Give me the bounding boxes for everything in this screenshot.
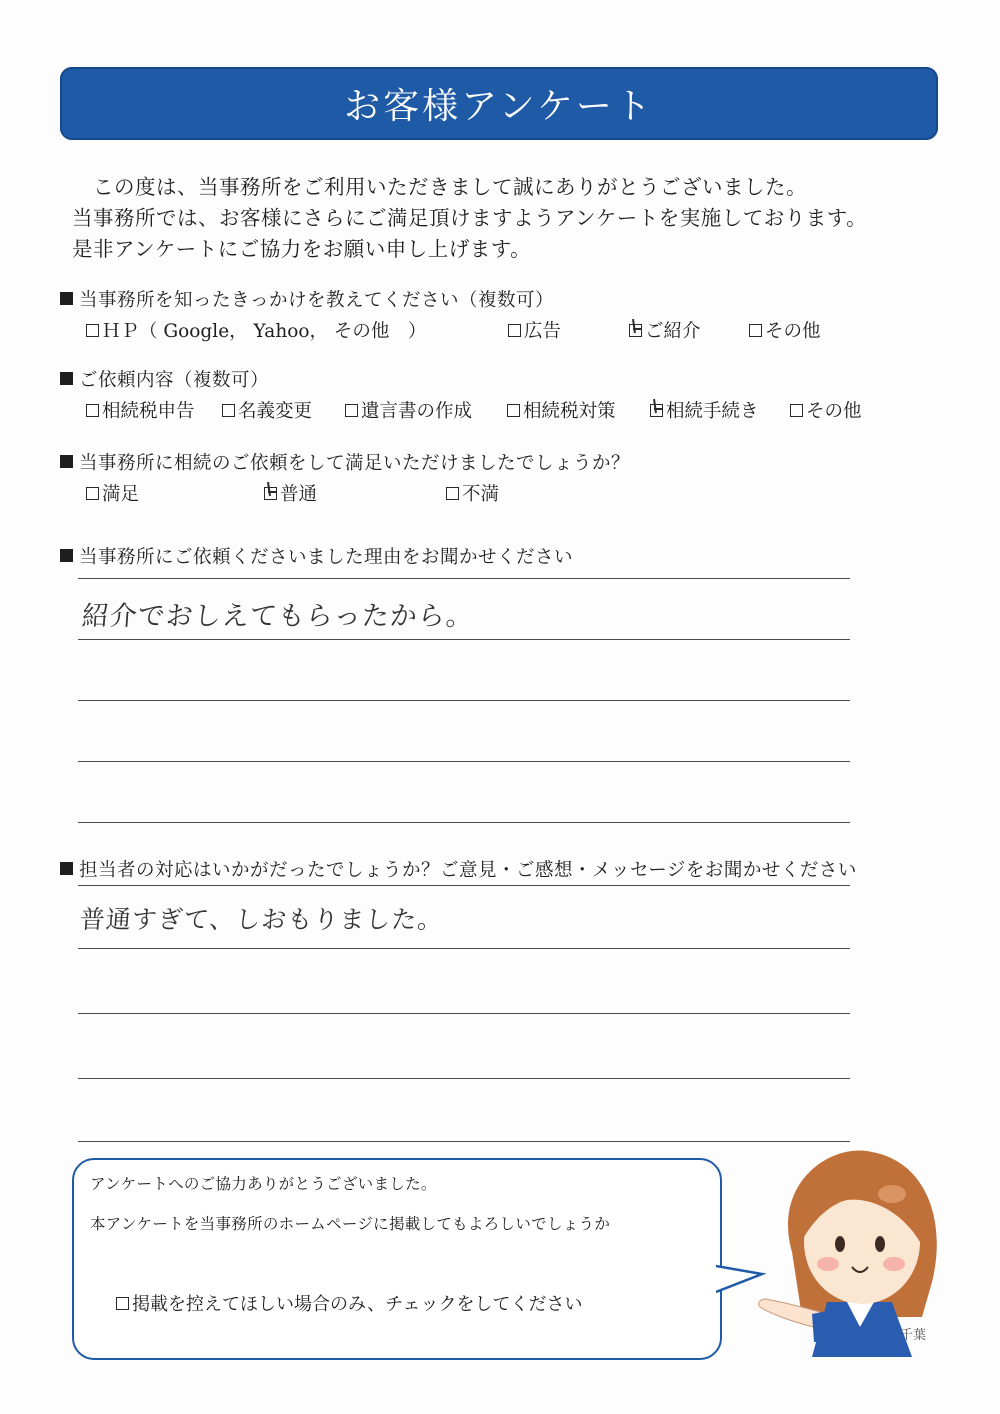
q1-option-ad[interactable] <box>508 317 561 343</box>
bullet-square-icon <box>60 549 73 562</box>
q3-option-average[interactable] <box>264 480 317 506</box>
checkbox-icon[interactable] <box>222 404 235 417</box>
checkbox-icon[interactable] <box>749 324 762 337</box>
bullet-square-icon <box>60 372 73 385</box>
intro-line: 当事務所では、お客様にさらにご満足頂けますようアンケートを実施しております。 <box>72 206 868 230</box>
q1-option-label: その他 <box>765 321 821 342</box>
checkbox-icon[interactable] <box>446 487 459 500</box>
question-1-text: 当事務所を知ったきっかけを教えてください（複数可） <box>79 290 555 311</box>
q2-option-inheritance-tax-filing[interactable] <box>86 397 195 423</box>
question-1-heading <box>60 286 554 312</box>
page-title: お客様アンケート <box>344 86 654 127</box>
question-2-text: ご依頼内容（複数可） <box>79 370 270 391</box>
answer-line <box>78 761 850 762</box>
checkbox-icon[interactable] <box>508 324 521 337</box>
answer-line <box>78 885 850 886</box>
question-5-heading <box>60 856 857 882</box>
answer-line <box>78 1078 850 1079</box>
q1-option-label: ご紹介 <box>645 321 701 342</box>
question-5-text: 担当者の対応はいかがだったでしょうか？ご意見・ご感想・メッセージをお聞かせください <box>79 860 857 881</box>
intro-line: この度は、当事務所をご利用いただきまして誠にありがとうございました。 <box>72 175 807 199</box>
q2-option-other[interactable] <box>790 397 862 423</box>
q1-option-label: ＨＰ（ Google， Yahoo， その他 ） <box>102 321 427 342</box>
checkbox-icon[interactable] <box>507 404 520 417</box>
page-header <box>60 67 938 140</box>
answer-line <box>78 948 850 949</box>
answer-line <box>78 1013 850 1014</box>
checkbox-icon[interactable] <box>86 324 99 337</box>
q2-option-tax-planning[interactable] <box>507 397 616 423</box>
answer-line <box>78 700 850 701</box>
checkbox-icon[interactable] <box>790 404 803 417</box>
q3-option-label: 普通 <box>280 484 318 505</box>
intro-line: 是非アンケートにご協力をお願い申し上げます。 <box>72 237 532 261</box>
q1-option-referral[interactable] <box>629 317 701 343</box>
q4-handwritten-answer[interactable]: 紹介でおしえてもらったから。 <box>80 601 475 632</box>
bullet-square-icon <box>60 292 73 305</box>
q1-option-hp[interactable] <box>86 317 426 343</box>
checkbox-checked-icon[interactable] <box>650 404 663 417</box>
question-3-text: 当事務所に相続のご依頼をして満足いただけましたでしょうか？ <box>79 453 631 474</box>
answer-line <box>78 1141 850 1142</box>
q3-option-label: 不満 <box>462 484 500 505</box>
checkbox-icon[interactable] <box>86 487 99 500</box>
answer-line <box>78 578 850 579</box>
q3-option-label: 満足 <box>102 484 140 505</box>
q2-option-label: その他 <box>806 401 862 422</box>
q2-option-will[interactable] <box>345 397 472 423</box>
question-4-heading <box>60 543 573 569</box>
q2-option-label: 相続手続き <box>666 401 759 422</box>
q3-option-satisfied[interactable] <box>86 480 139 506</box>
checkbox-icon[interactable] <box>86 404 99 417</box>
checkbox-icon[interactable] <box>116 1297 129 1310</box>
answer-line <box>78 639 850 640</box>
footer-opt-out-option[interactable] <box>116 1290 583 1316</box>
q2-option-label: 名義変更 <box>238 401 313 422</box>
q2-option-label: 相続税対策 <box>523 401 616 422</box>
signature: 千葉 <box>900 1328 927 1343</box>
checkbox-checked-icon[interactable] <box>629 324 642 337</box>
checkbox-icon[interactable] <box>345 404 358 417</box>
bullet-square-icon <box>60 862 73 875</box>
question-2-heading <box>60 366 269 392</box>
q3-option-dissatisfied[interactable] <box>446 480 499 506</box>
q2-option-label: 遺言書の作成 <box>361 401 473 422</box>
q1-option-label: 広告 <box>524 321 562 342</box>
q2-option-label: 相続税申告 <box>102 401 195 422</box>
q1-option-other[interactable] <box>749 317 821 343</box>
answer-line <box>78 822 850 823</box>
footer-thanks: アンケートへのご協力ありがとうございました。 <box>90 1175 437 1193</box>
q5-handwritten-answer[interactable]: 普通すぎて、しおもりました。 <box>78 905 445 934</box>
q2-option-procedures[interactable] <box>650 397 759 423</box>
bullet-square-icon <box>60 455 73 468</box>
footer-question: 本アンケートを当事務所のホームページに掲載してもよろしいでしょうか <box>90 1215 611 1233</box>
checkbox-checked-icon[interactable] <box>264 487 277 500</box>
question-3-heading <box>60 449 630 475</box>
footer-opt-out-label: 掲載を控えてほしい場合のみ、チェックをしてください <box>132 1294 583 1315</box>
question-4-text: 当事務所にご依頼くださいました理由をお聞かせください <box>79 547 574 568</box>
q2-option-name-change[interactable] <box>222 397 312 423</box>
intro-text <box>72 172 962 265</box>
